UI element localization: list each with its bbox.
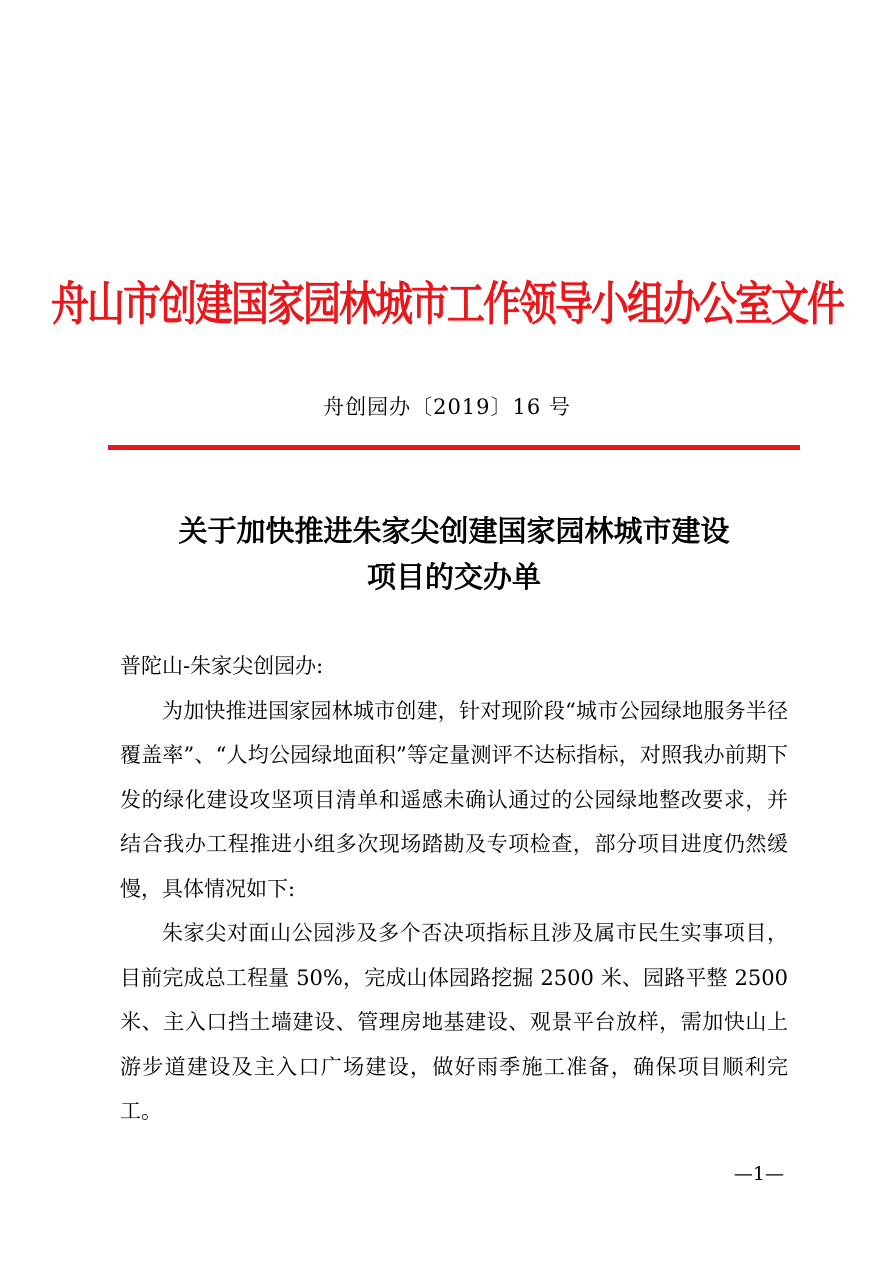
body-paragraph-2: 朱家尖对面山公园涉及多个否决项指标且涉及属市民生实事项目，目前完成总工程量 50%，完成山体园路挖掘 2500 米、园路平整 2500 米、主入口挡土墙建设、管理房地基建设、观景平台放样，需加快山上游步道建设及主入口广场建设，做好雨季施工准备，确保项目顺利完工。 (120, 921, 788, 1123)
body-paragraph-1: 为加快推进国家园林城市创建，针对现阶段“城市公园绿地服务半径覆盖率”、“人均公园绿地面积”等定量测评不达标指标，对照我办前期下发的绿化建设攻坚项目清单和遥感未确认通过的公园绿地整改要求，并结合我办工程推进小组多次现场踏勘及专项检查，部分项目进度仍然缓慢，具体情况如下: (120, 698, 788, 901)
document-title-line-1: 关于加快推进朱家尖创建国家园林城市建设 (178, 514, 730, 548)
page-number: —1— (733, 1163, 784, 1185)
document-body (120, 644, 788, 1134)
document-title-line-2: 项目的交办单 (366, 560, 541, 594)
recipient-line: 普陀山-朱家尖创园办: (120, 654, 324, 678)
document-number: 舟创园办〔2019〕16 号 (323, 395, 571, 419)
document-title (108, 508, 800, 600)
issuer-masthead: 舟山市创建国家园林城市工作领导小组办公室文件 (50, 277, 843, 332)
red-separator-line (108, 445, 800, 450)
